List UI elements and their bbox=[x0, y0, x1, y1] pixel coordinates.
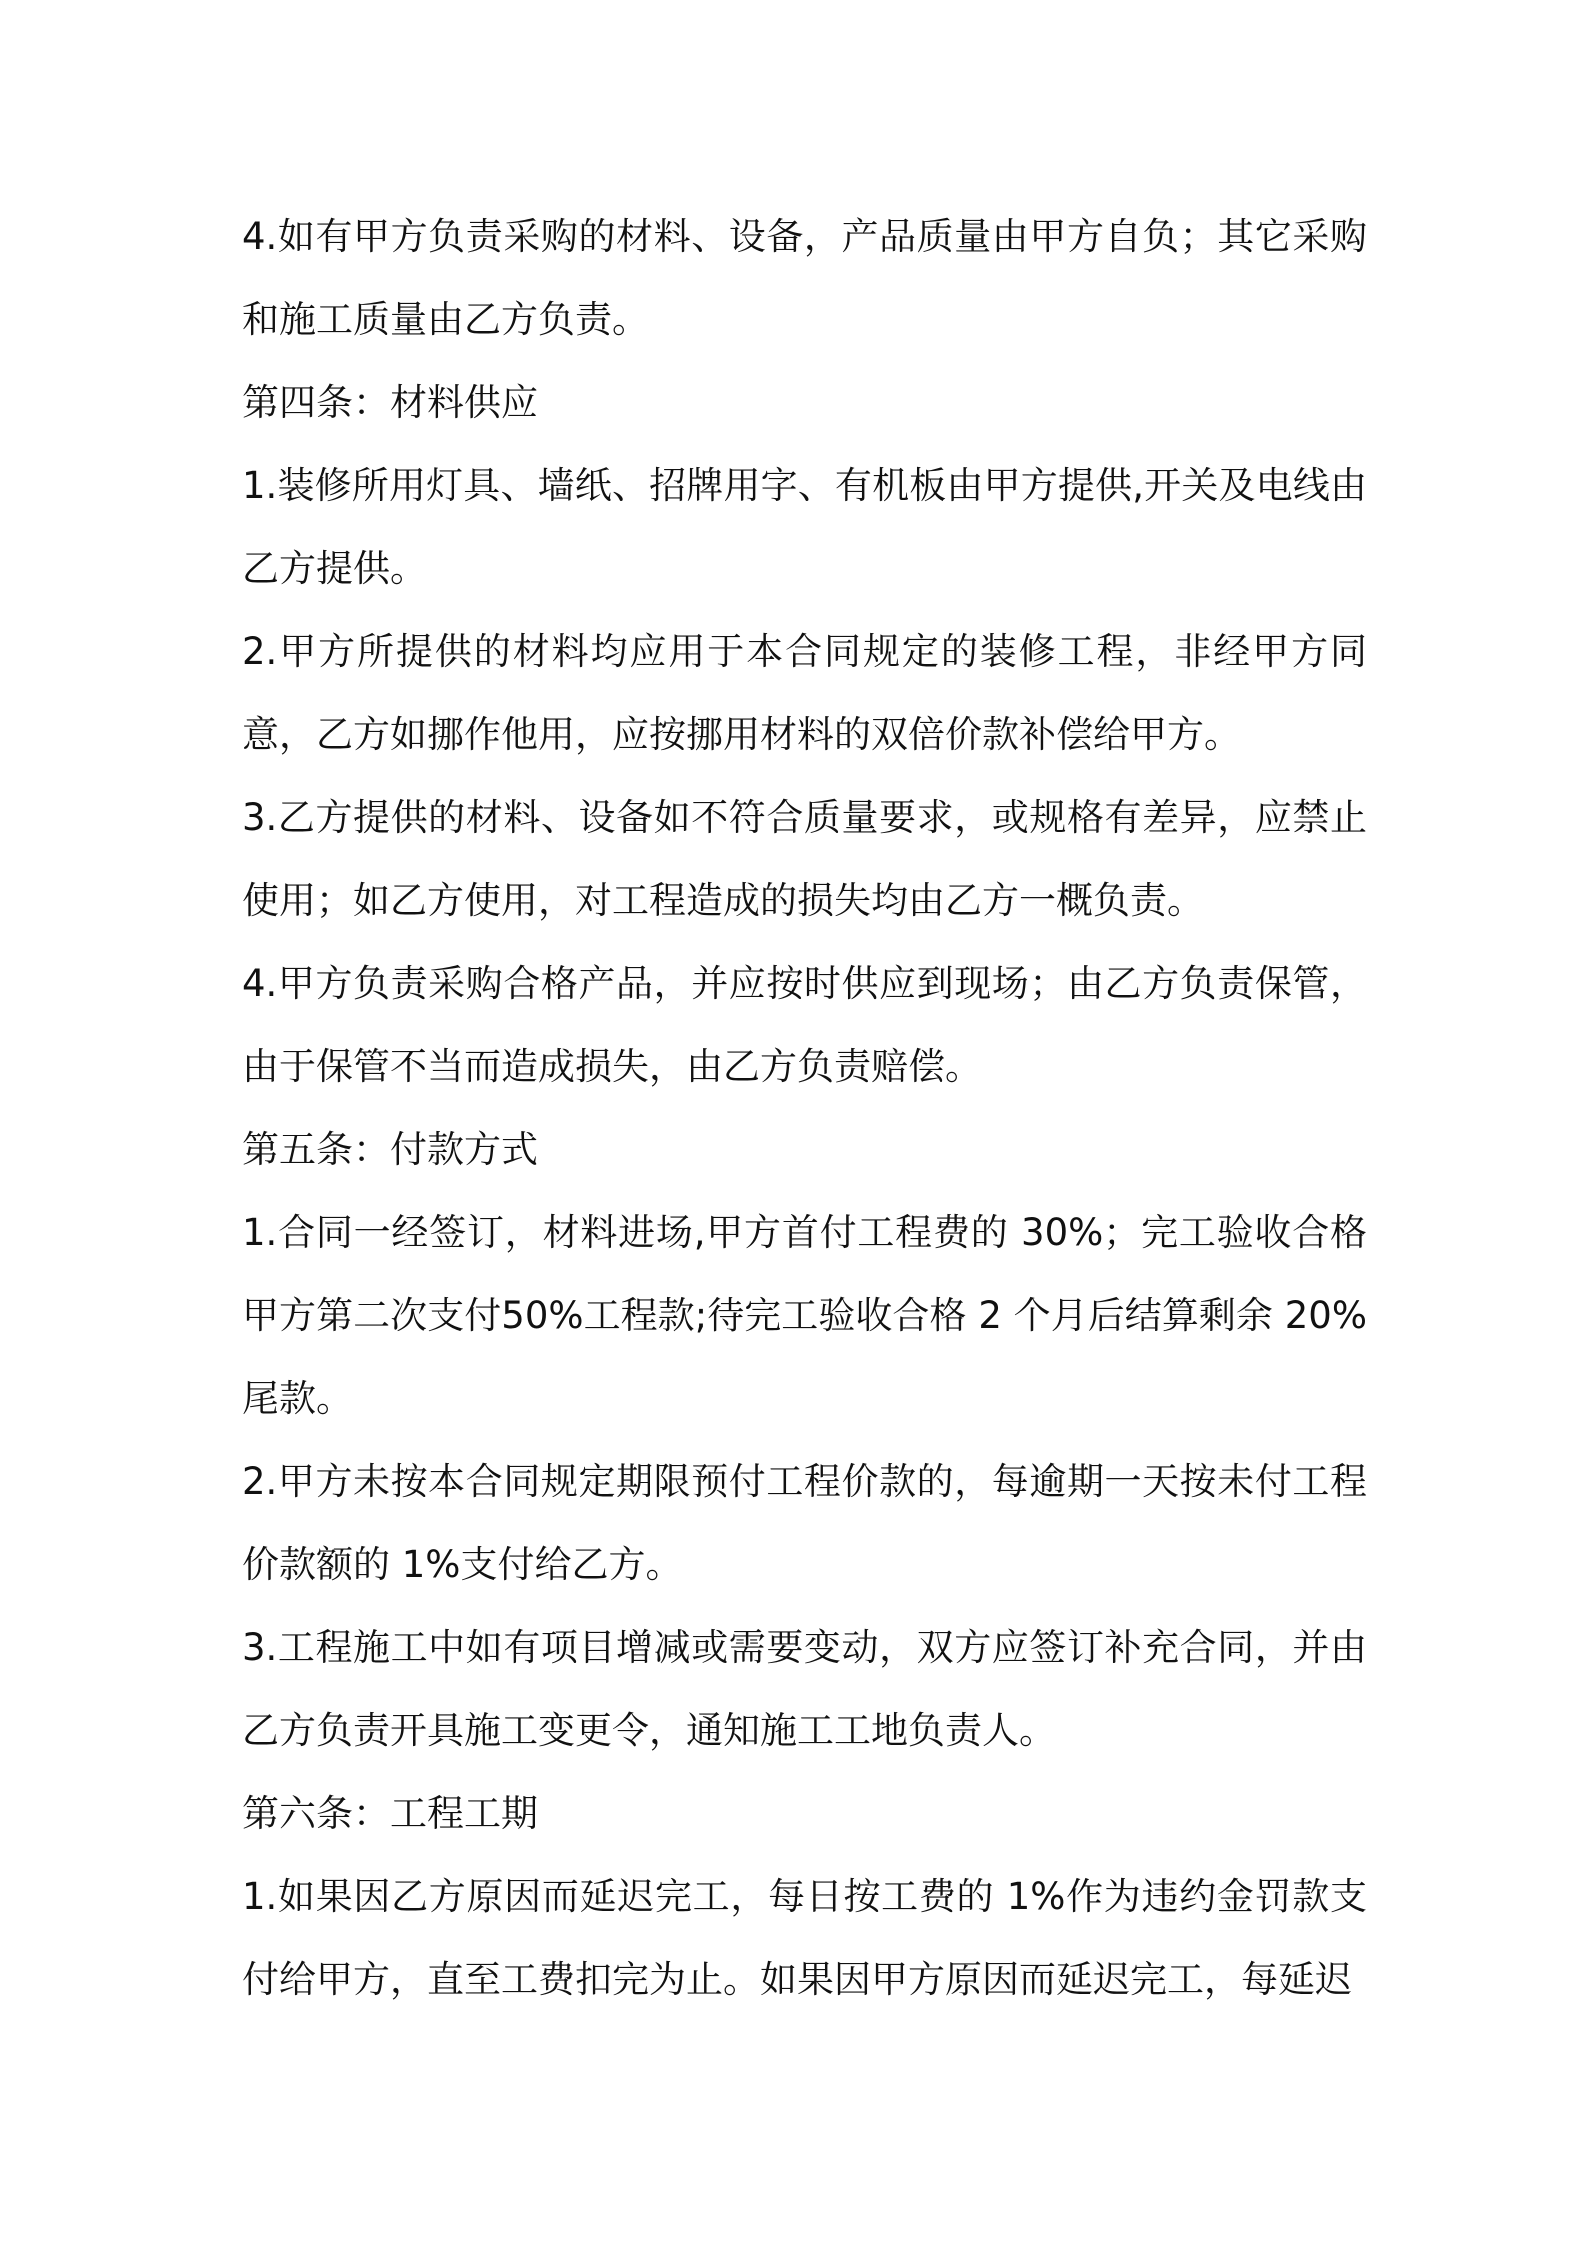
paragraph-payment-3: 3.工程施工中如有项目增减或需要变动，双方应签订补充合同，并由乙方负责开具施工变更令，通知施工工地负责人。 bbox=[242, 1626, 1367, 1752]
paragraph-payment-2: 2.甲方未按本合同规定期限预付工程价款的，每逾期一天按未付工程价款额的 1%支付给乙方。 bbox=[242, 1460, 1367, 1586]
paragraph-materials-4: 4.甲方负责采购合格产品，并应按时供应到现场；由乙方负责保管，由于保管不当而造成损失，由乙方负责赔偿。 bbox=[242, 962, 1367, 1088]
section-heading-article-5: 第五条：付款方式 bbox=[242, 1128, 538, 1171]
section-heading-article-4: 第四条：材料供应 bbox=[242, 381, 538, 424]
paragraph-schedule-1: 1.如果因乙方原因而延迟完工，每日按工费的 1%作为违约金罚款支付给甲方，直至工费扣完为止。如果因甲方原因而延迟完工，每延迟 bbox=[242, 1875, 1367, 2001]
paragraph-payment-1: 1.合同一经签订，材料进场,甲方首付工程费的 30%；完工验收合格甲方第二次支付50%工程款;待完工验收合格 2 个月后结算剩余 20%尾款。 bbox=[242, 1211, 1367, 1420]
document-body bbox=[242, 195, 1367, 2021]
paragraph-item-4-quality: 4.如有甲方负责采购的材料、设备，产品质量由甲方自负；其它采购和施工质量由乙方负责。 bbox=[242, 215, 1367, 341]
paragraph-materials-3: 3.乙方提供的材料、设备如不符合质量要求，或规格有差异，应禁止使用；如乙方使用，对工程造成的损失均由乙方一概负责。 bbox=[242, 796, 1367, 922]
paragraph-materials-1: 1.装修所用灯具、墙纸、招牌用字、有机板由甲方提供,开关及电线由乙方提供。 bbox=[242, 464, 1367, 590]
section-heading-article-6: 第六条：工程工期 bbox=[242, 1792, 538, 1835]
paragraph-materials-2: 2.甲方所提供的材料均应用于本合同规定的装修工程，非经甲方同意，乙方如挪作他用，应按挪用材料的双倍价款补偿给甲方。 bbox=[242, 630, 1367, 756]
